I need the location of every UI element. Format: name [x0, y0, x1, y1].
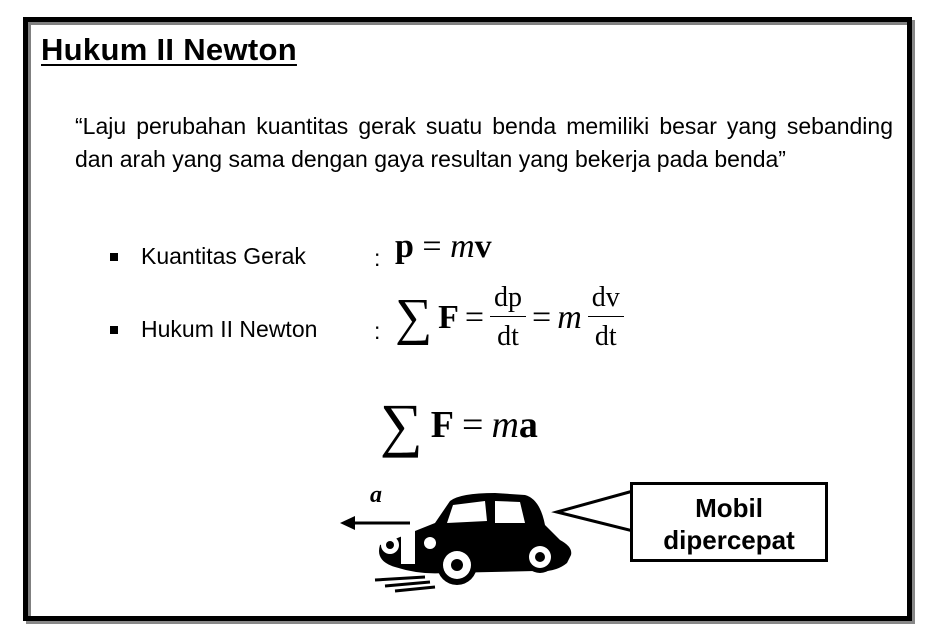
- bullet-colon: :: [374, 318, 381, 344]
- car-illustration: [335, 485, 635, 595]
- bullet-label: Kuantitas Gerak: [141, 243, 306, 269]
- law-quote: “Laju perubahan kuantitas gerak suatu benda memiliki besar yang sebanding dan arah yang sama dengan gaya resultan yang bekerja pada benda”: [75, 113, 893, 172]
- slide-title: Hukum II Newton: [41, 32, 297, 67]
- fma-equation: ∑ F = ma: [380, 392, 538, 458]
- car-icon: [375, 493, 571, 591]
- callout-line: Mobil: [695, 493, 763, 523]
- acceleration-arrow-icon: [340, 516, 410, 530]
- bullet-newton2: [110, 316, 317, 343]
- momentum-equation: p = mv: [395, 228, 492, 265]
- bullet-label: Hukum II Newton: [141, 316, 318, 342]
- bullet-momentum: [110, 243, 306, 270]
- callout-line: dipercepat: [663, 525, 795, 555]
- bullet-icon: [110, 253, 118, 261]
- acceleration-label: a: [370, 482, 382, 508]
- callout-pointer: [557, 491, 633, 531]
- callout-box: [630, 482, 828, 562]
- newton2-equation: ∑ F = $\frac{dp}{dt}$ = m $\frac{dv}{dt}$: [395, 282, 624, 353]
- bullet-icon: [110, 326, 118, 334]
- bullet-colon: :: [374, 245, 381, 271]
